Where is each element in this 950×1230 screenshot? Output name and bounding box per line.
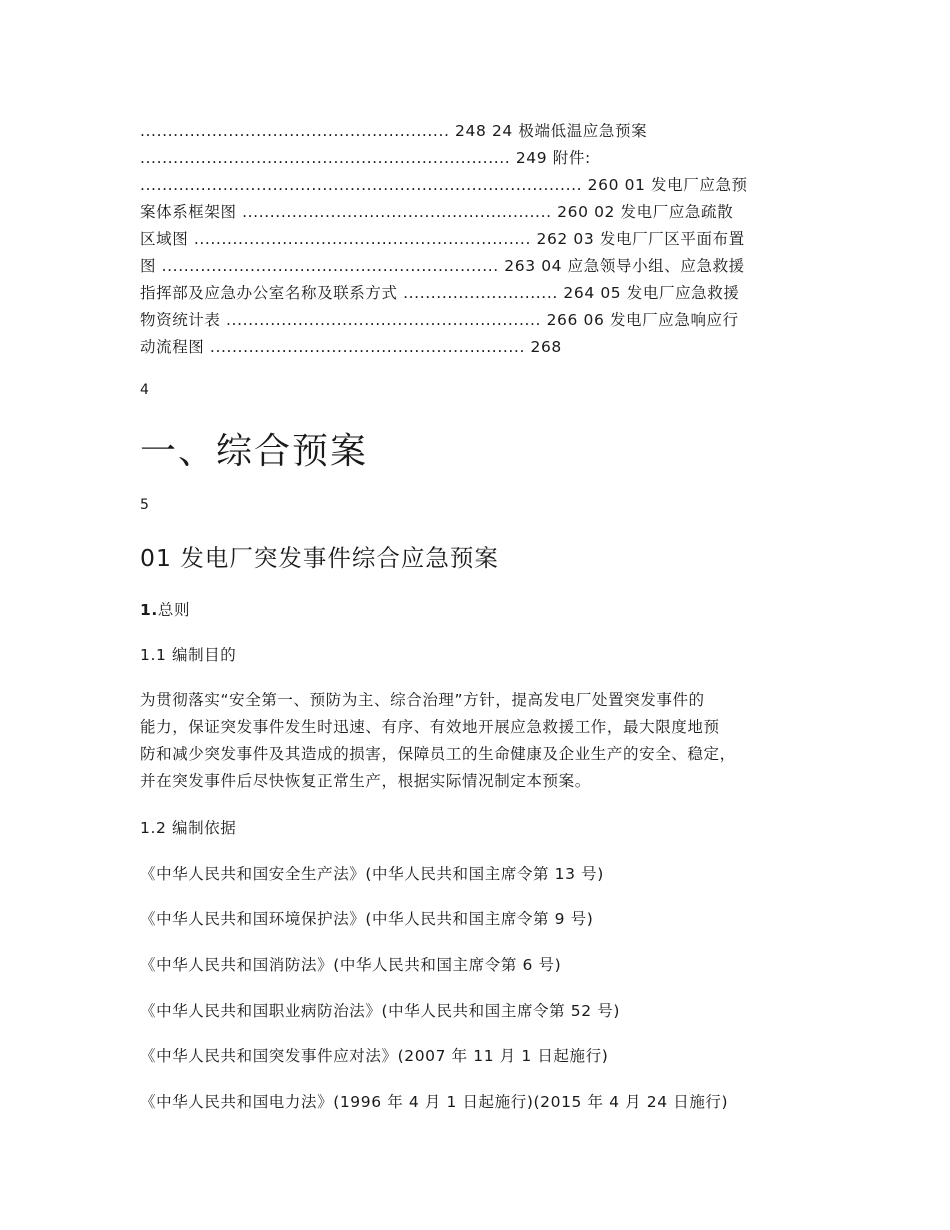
page-number: 4: [140, 382, 149, 398]
purpose-paragraph: [140, 687, 820, 795]
section-title: 01 发电厂突发事件综合应急预案: [140, 544, 499, 572]
toc-line[interactable]: 图 ............................................................. 263 04 应急领导小组、应急救援: [140, 257, 745, 275]
toc-line[interactable]: 指挥部及应急办公室名称及联系方式 ............................ 264 05 发电厂应急救援: [140, 284, 740, 302]
chapter-title: 一、综合预案: [140, 431, 369, 472]
paragraph-line: 并在突发事件后尽快恢复正常生产，根据实际情况制定本预案。: [140, 772, 591, 790]
toc-line[interactable]: 区域图 ............................................................. 262 03 发电厂厂区平面布置: [140, 230, 745, 248]
basis-item: 《中华人民共和国突发事件应对法》(2007 年 11 月 1 日起施行): [140, 1047, 609, 1065]
paragraph-line: 为贯彻落实“安全第一、预防为主、综合治理”方针，提高发电厂处置突发事件的: [140, 691, 705, 709]
basis-item: 《中华人民共和国安全生产法》(中华人民共和国主席令第 13 号): [140, 865, 604, 883]
toc-line[interactable]: 案体系框架图 ........................................................ 260 02 发电厂应急疏散: [140, 203, 734, 221]
general-number: 1.: [140, 601, 158, 619]
general-heading: [140, 597, 190, 623]
basis-item: 《中华人民共和国电力法》(1996 年 4 月 1 日起施行)(2015 年 4 月 24 日施行): [140, 1093, 729, 1111]
toc-line[interactable]: 动流程图 ......................................................... 268: [140, 338, 562, 356]
basis-heading: 1.2 编制依据: [140, 819, 237, 837]
page-number: 5: [140, 497, 149, 513]
toc-line[interactable]: ........................................................ 248 24 极端低温应急预案: [140, 122, 648, 140]
purpose-heading: 1.1 编制目的: [140, 646, 237, 664]
table-of-contents: [140, 118, 820, 361]
paragraph-line: 能力，保证突发事件发生时迅速、有序、有效地开展应急救援工作，最大限度地预: [140, 718, 720, 736]
basis-item: 《中华人民共和国消防法》(中华人民共和国主席令第 6 号): [140, 956, 562, 974]
toc-line[interactable]: ................................................................................ 260 01 发电厂应急预: [140, 176, 748, 194]
basis-item: 《中华人民共和国职业病防治法》(中华人民共和国主席令第 52 号): [140, 1002, 620, 1020]
toc-line[interactable]: 物资统计表 ......................................................... 266 06 发电厂应急响应行: [140, 311, 739, 329]
general-label: 总则: [157, 601, 191, 619]
toc-line[interactable]: ................................................................... 249 附件:: [140, 149, 591, 167]
basis-item: 《中华人民共和国环境保护法》(中华人民共和国主席令第 9 号): [140, 910, 594, 928]
paragraph-line: 防和减少突发事件及其造成的损害，保障员工的生命健康及企业生产的安全、稳定，: [140, 745, 736, 763]
